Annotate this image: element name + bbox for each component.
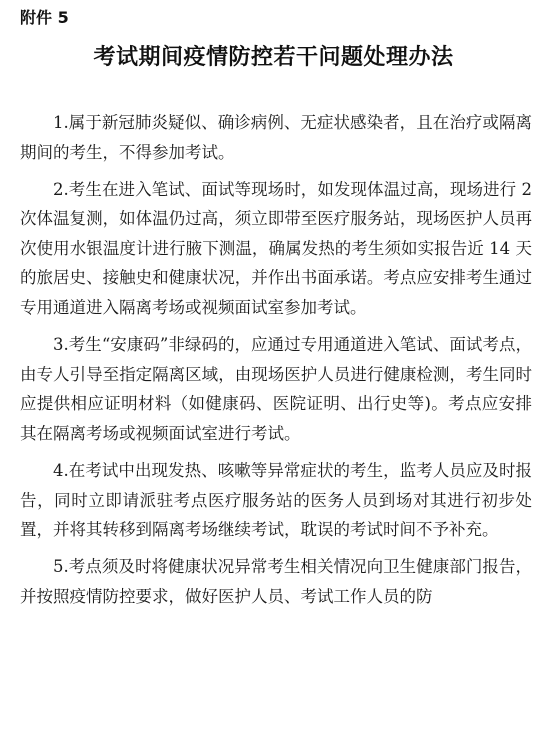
attachment-label: 附件 5: [20, 8, 69, 27]
paragraph-1: 1.属于新冠肺炎疑似、确诊病例、无症状感染者，且在治疗或隔离期间的考生，不得参加考试。: [20, 113, 532, 162]
paragraph-4: 4.在考试中出现发热、咳嗽等异常症状的考生，监考人员应及时报告，同时立即请派驻考点医疗服务站的医务人员到场对其进行初步处置，并将其转移到隔离考场继续考试，耽误的考试时间不予补充。: [20, 461, 532, 540]
document-body: [20, 108, 532, 619]
document-title: 考试期间疫情防控若干问题处理办法: [93, 45, 454, 70]
paragraph-2: 2.考生在进入笔试、面试等现场时，如发现体温过高，现场进行 2 次体温复测，如体温仍过高，须立即带至医疗服务站，现场医护人员再次使用水银温度计进行腋下测温，确属发热的考生须如实报告近 14 天的旅居史、接触史和健康状况，并作出书面承诺。考点应安排考生通过专用通道进入隔离考场或视频面试室参加考试。: [20, 179, 532, 318]
paragraph-3: 3.考生“安康码”非绿码的，应通过专用通道进入笔试、面试考点，由专人引导至指定隔离区域，由现场医护人员进行健康检测，考生同时应提供相应证明材料（如健康码、医院证明、出行史等)。考点应安排其在隔离考场或视频面试室进行考试。: [20, 335, 532, 443]
paragraph-5: 5.考点须及时将健康状况异常考生相关情况向卫生健康部门报告，并按照疫情防控要求，做好医护人员、考试工作人员的防: [20, 557, 532, 606]
